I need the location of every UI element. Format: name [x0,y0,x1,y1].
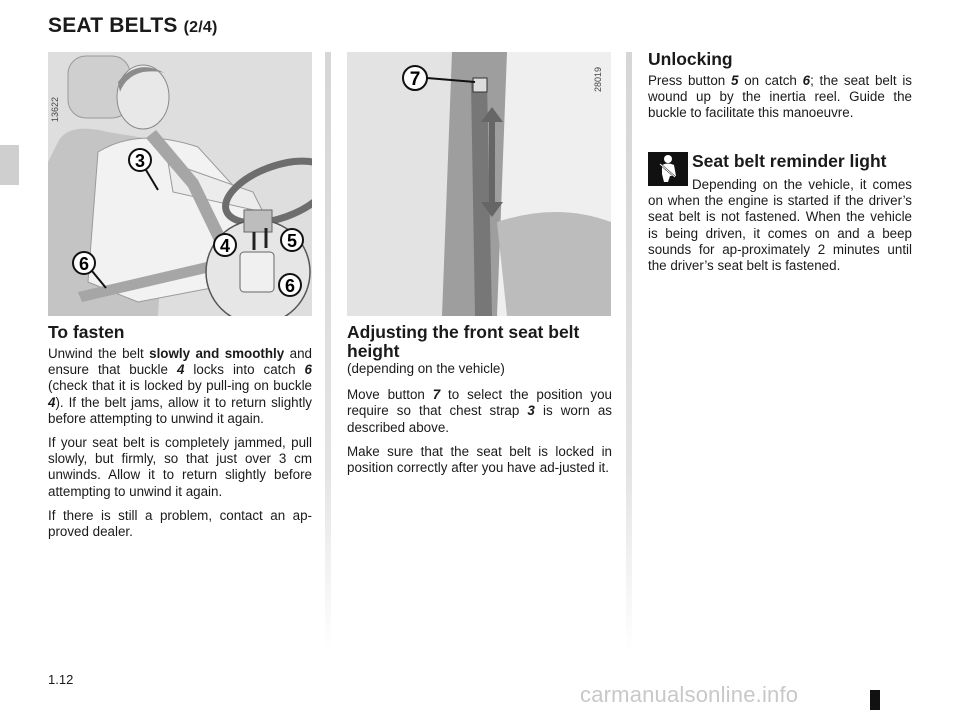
callout-6-inset: 6 [284,276,296,296]
adjust-height-paragraph-1: Move button 7 to select the position you require so that chest strap 3 is worn as described above. [347,387,613,435]
section-tab [0,145,19,185]
fasten-paragraph-1: Unwind the belt slowly and smoothly and ensure that buckle 4 locks into catch 6 (check that it is locked by pull-ing on buckle 4). If the belt jams, allow it to return slightly before attempting to unwind it again. [48,346,312,426]
unlocking-section [648,50,912,130]
figure-ref: 13622 [50,96,60,122]
adjust-height-section [347,323,612,484]
height-adjust-illustration [347,52,611,316]
reminder-heading: Seat belt reminder light [692,151,887,171]
reminder-section [648,152,912,282]
figure-ref: 28019 [593,66,603,92]
reminder-paragraph: Depending on the vehicle, it comes on when the engine is started if the driver’s seat belt is not fastened. When the vehicle is being driven, it comes on and a beep sounds for ap-proximately 2 minutes until the driver’s seat belt is fastened. [648,177,912,274]
callout-6: 6 [78,254,90,274]
page-title: SEAT BELTS (2/4) [48,14,218,37]
unlocking-paragraph: Press button 5 on catch 6; the seat belt is wound up by the inertia reel. Guide the buckle to facilitate this manoeuvre. [648,73,912,121]
fasten-paragraph-2: If your seat belt is completely jammed, pull slowly, but firmly, so that just over 3 cm unwinds. Allow it to return slightly before attempting to unwind it again. [48,435,312,499]
page-number: 1.12 [48,672,74,687]
fasten-heading: To fasten [48,322,125,342]
callout-4: 4 [219,236,231,256]
callout-3: 3 [134,151,146,171]
callout-5: 5 [286,231,298,251]
fasten-illustration [48,52,312,316]
corner-marker [870,690,880,710]
callout-7: 7 [409,69,421,90]
fasten-paragraph-3: If there is still a problem, contact an ap-proved dealer. [48,507,312,540]
adjust-height-heading: Adjusting the front seat belt height [347,322,580,361]
adjust-height-paragraph-2: Make sure that the seat belt is locked in position correctly after you have ad-justed it. [347,443,612,476]
unlocking-heading: Unlocking [648,49,733,69]
adjust-height-subheading: (depending on the vehicle) [347,361,505,376]
column-divider [626,52,632,652]
fasten-section [48,323,312,548]
column-divider [325,52,331,652]
watermark: carmanualsonline.info [580,682,799,707]
